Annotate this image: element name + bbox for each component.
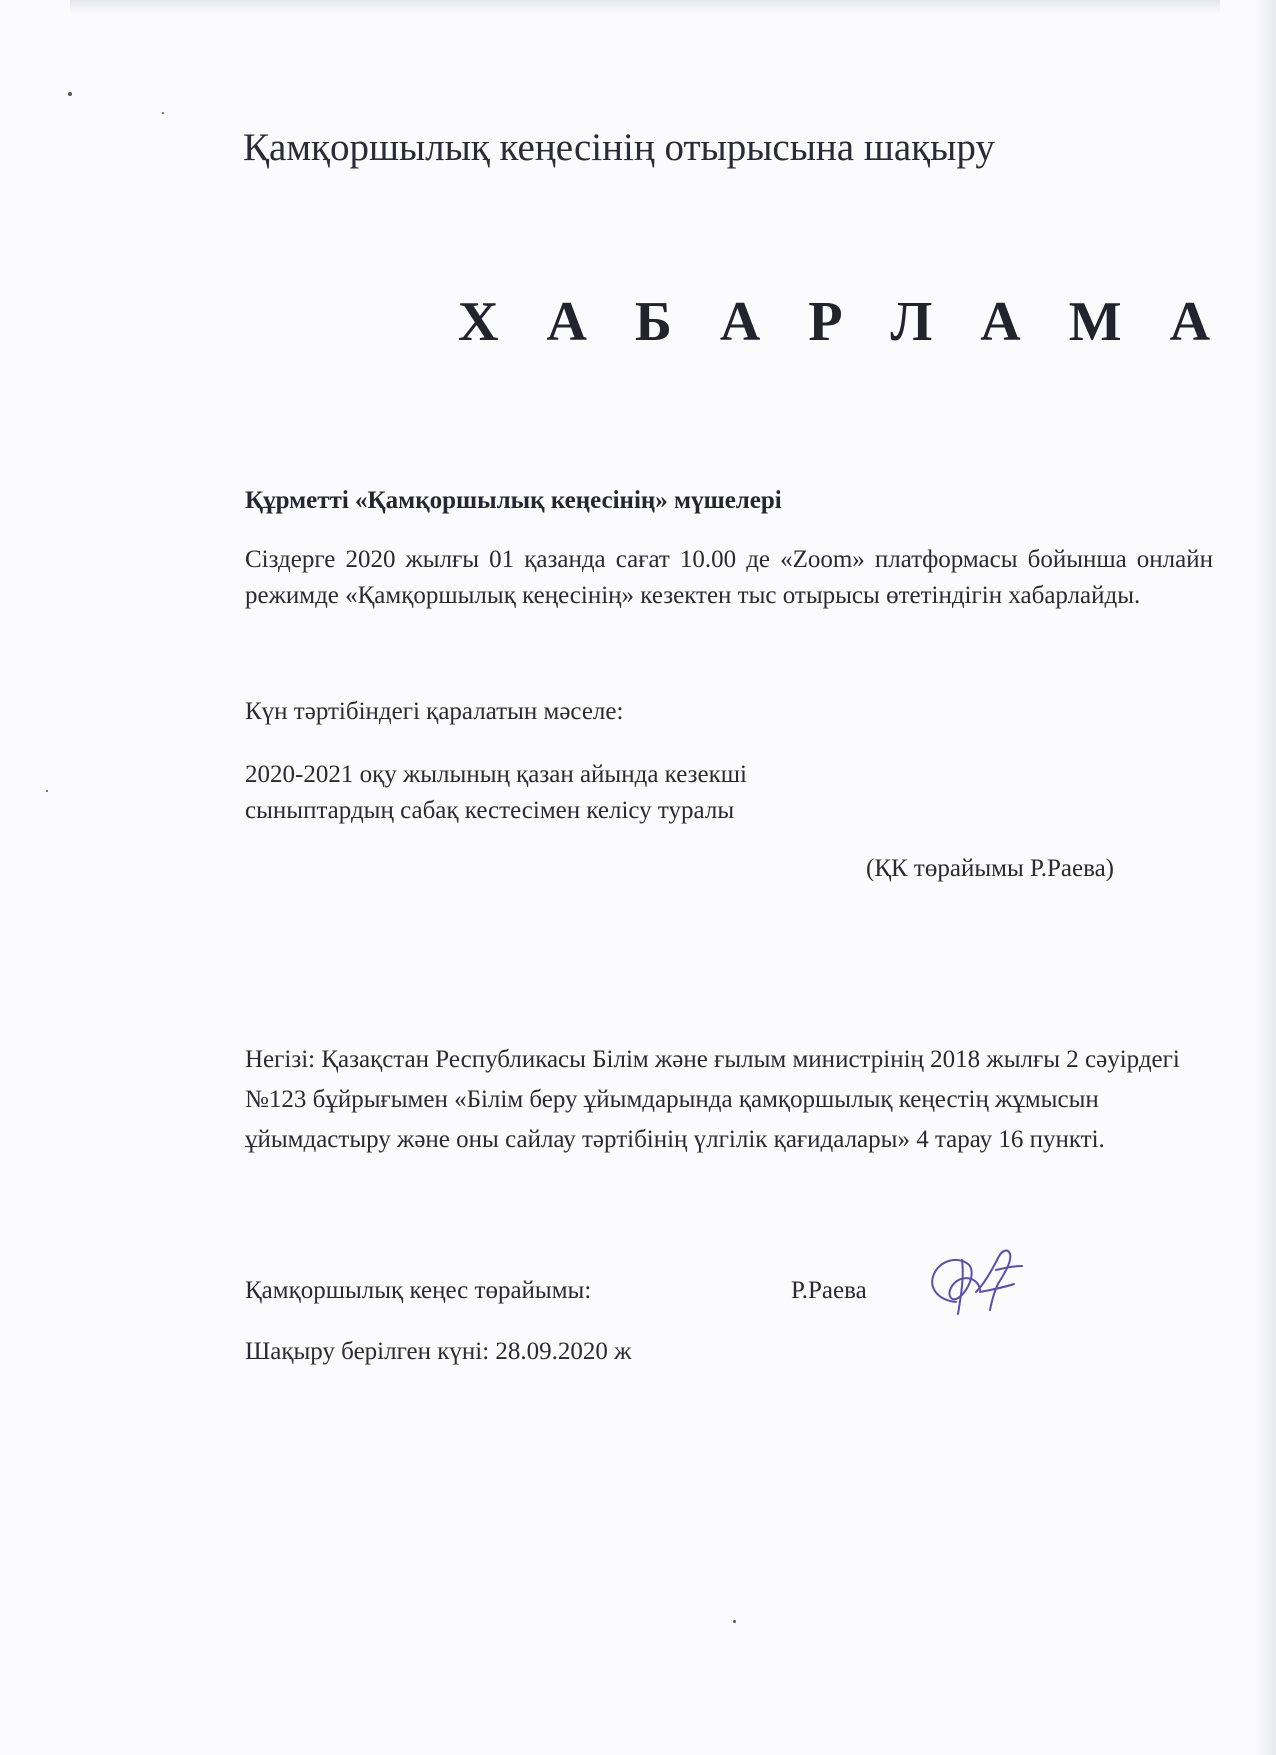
intro-paragraph: Сіздерге 2020 жылғы 01 қазанда сағат 10.00 де «Zoom» платформасы бойынша онлайн режимде «Қамқоршылық кеңесінің» кезектен тыс отырысы өтетіндігін хабарлайды. xyxy=(245,546,1213,609)
signer-role: Қамқоршылық кеңес төрайымы: xyxy=(245,1277,592,1304)
speaker-note: (ҚК төрайымы Р.Раева) xyxy=(866,855,1115,882)
scan-shadow-right xyxy=(1256,0,1276,1755)
scan-speck xyxy=(733,1620,736,1623)
document-heading: Қамқоршылық кеңесінің отырысына шақыру xyxy=(243,126,995,169)
greeting: Құрметті «Қамқоршылық кеңесінің» мүшелері xyxy=(245,487,782,514)
scan-speck xyxy=(162,112,164,114)
scan-speck xyxy=(68,92,72,96)
signer-name: Р.Раева xyxy=(791,1277,867,1304)
legal-basis-paragraph: Негізі: Қазақстан Республикасы Білім және ғылым министрінің 2018 жылғы 2 сәуірдегі №123 бұйрығымен «Білім беру ұйымдарында қамқоршылық кеңестің жұмысын ұйымдастыру және оны сайлау тәртібінің үлгілік қағидалары» 4 тарау 16 пункті. xyxy=(245,1046,1180,1153)
scan-speck xyxy=(46,790,48,792)
document-title: Х А Б А Р Л А М А xyxy=(458,291,1228,353)
agenda-label: Күн тәртібіндегі қаралатын мәселе: xyxy=(245,698,624,725)
agenda-item: 2020-2021 оқу жылының қазан айында кезекші сыныптардың сабақ кестесімен келісу туралы xyxy=(245,761,747,824)
issue-date: Шақыру берілген күні: 28.09.2020 ж xyxy=(245,1338,632,1365)
handwritten-signature xyxy=(918,1240,1038,1320)
scan-shadow-top xyxy=(70,0,1220,14)
